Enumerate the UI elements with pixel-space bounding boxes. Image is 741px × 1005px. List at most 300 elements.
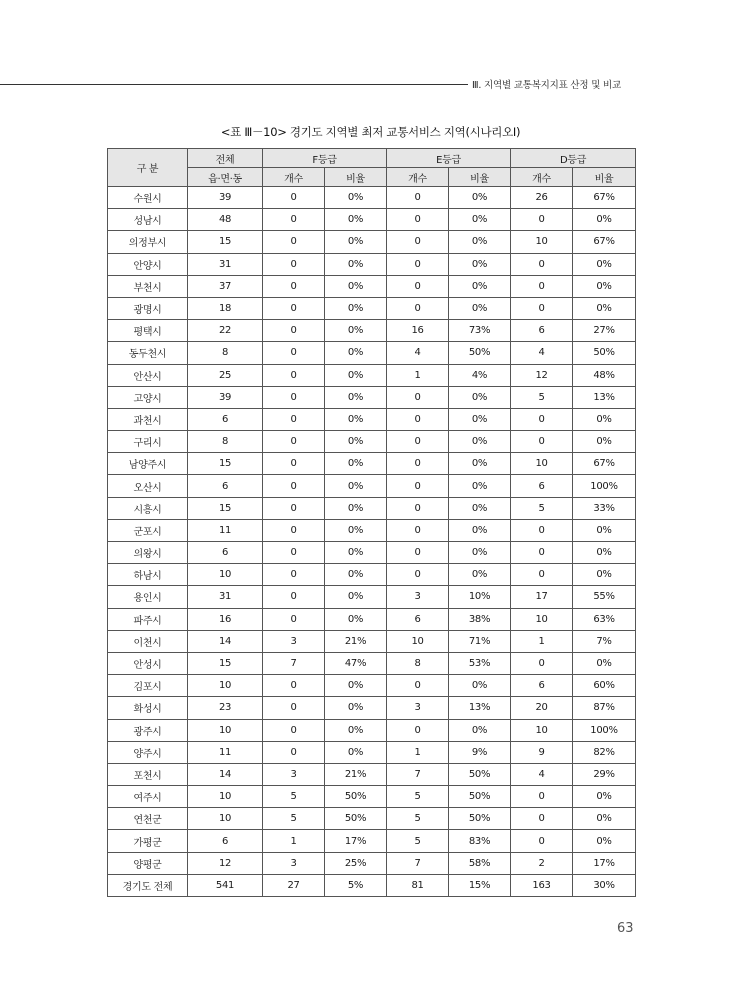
f-count-cell: 0 [263,497,325,519]
e-count-cell: 0 [387,231,449,253]
total-cell: 23 [188,697,263,719]
region-cell: 파주시 [108,608,188,630]
e-ratio-cell: 0% [449,675,511,697]
total-cell: 39 [188,187,263,209]
d-ratio-cell: 48% [573,364,636,386]
d-ratio-cell: 67% [573,231,636,253]
total-cell: 18 [188,297,263,319]
table-row [108,675,636,697]
d-count-cell: 0 [511,786,573,808]
d-ratio-cell: 7% [573,630,636,652]
table-row [108,608,636,630]
f-ratio-cell: 0% [325,275,387,297]
table-row [108,408,636,430]
table-row [108,652,636,674]
f-ratio-cell: 0% [325,386,387,408]
e-ratio-cell: 50% [449,763,511,785]
f-ratio-cell: 50% [325,808,387,830]
f-ratio-cell: 0% [325,408,387,430]
region-cell: 구리시 [108,431,188,453]
region-cell: 안산시 [108,364,188,386]
d-count-cell: 0 [511,253,573,275]
e-ratio-cell: 38% [449,608,511,630]
e-count-cell: 5 [387,830,449,852]
total-cell: 31 [188,253,263,275]
total-cell: 15 [188,453,263,475]
d-ratio-cell: 0% [573,275,636,297]
e-ratio-cell: 53% [449,652,511,674]
e-count-cell: 0 [387,431,449,453]
f-ratio-cell: 0% [325,497,387,519]
region-cell: 고양시 [108,386,188,408]
f-ratio-cell: 5% [325,874,387,896]
e-count-cell: 0 [387,719,449,741]
running-header: Ⅲ. 지역별 교통복지지표 산정 및 비교 [472,80,621,91]
total-cell: 12 [188,852,263,874]
e-ratio-cell: 58% [449,852,511,874]
total-cell: 10 [188,564,263,586]
d-ratio-cell: 0% [573,652,636,674]
e-count-cell: 1 [387,741,449,763]
total-cell: 22 [188,320,263,342]
total-cell: 10 [188,719,263,741]
d-count-cell: 2 [511,852,573,874]
table-row [108,497,636,519]
f-count-cell: 0 [263,719,325,741]
d-ratio-cell: 55% [573,586,636,608]
total-cell: 6 [188,542,263,564]
total-cell: 39 [188,386,263,408]
region-cell: 양주시 [108,741,188,763]
e-ratio-cell: 15% [449,874,511,896]
d-ratio-cell: 50% [573,342,636,364]
table-row [108,475,636,497]
table-row [108,874,636,896]
d-count-cell: 6 [511,320,573,342]
d-count-cell: 20 [511,697,573,719]
e-ratio-cell: 10% [449,586,511,608]
total-cell: 25 [188,364,263,386]
e-ratio-cell: 73% [449,320,511,342]
d-ratio-cell: 27% [573,320,636,342]
f-count-cell: 3 [263,630,325,652]
e-ratio-cell: 50% [449,786,511,808]
d-count-cell: 26 [511,187,573,209]
f-ratio-cell: 0% [325,187,387,209]
e-count-cell: 0 [387,209,449,231]
d-count-cell: 4 [511,763,573,785]
f-ratio-cell: 0% [325,608,387,630]
d-ratio-cell: 0% [573,431,636,453]
d-count-cell: 0 [511,542,573,564]
f-count-cell: 0 [263,431,325,453]
region-cell: 포천시 [108,763,188,785]
f-ratio-cell: 0% [325,253,387,275]
e-count-cell: 5 [387,786,449,808]
e-ratio-cell: 0% [449,386,511,408]
region-cell: 시흥시 [108,497,188,519]
e-ratio-cell: 0% [449,431,511,453]
header-total-line1: 전체 [188,149,263,168]
f-ratio-cell: 21% [325,630,387,652]
table-title: <표 Ⅲ－10> 경기도 지역별 최저 교통서비스 지역(시나리오Ⅰ) [220,125,521,139]
region-cell: 경기도 전체 [108,874,188,896]
table-row [108,741,636,763]
d-count-cell: 4 [511,342,573,364]
f-count-cell: 0 [263,675,325,697]
f-ratio-cell: 0% [325,586,387,608]
table-row [108,830,636,852]
region-cell: 김포시 [108,675,188,697]
e-count-cell: 0 [387,453,449,475]
d-count-cell: 0 [511,830,573,852]
e-count-cell: 0 [387,187,449,209]
table-row [108,386,636,408]
e-ratio-cell: 0% [449,564,511,586]
d-count-cell: 0 [511,408,573,430]
d-count-cell: 5 [511,386,573,408]
d-ratio-cell: 30% [573,874,636,896]
f-count-cell: 5 [263,786,325,808]
table-row [108,808,636,830]
total-cell: 15 [188,652,263,674]
region-cell: 의왕시 [108,542,188,564]
e-count-cell: 8 [387,652,449,674]
region-cell: 이천시 [108,630,188,652]
region-cell: 가평군 [108,830,188,852]
table-row [108,297,636,319]
total-cell: 6 [188,830,263,852]
total-cell: 16 [188,608,263,630]
region-cell: 평택시 [108,320,188,342]
table-row [108,786,636,808]
data-table [107,148,636,897]
table-body [108,187,636,897]
f-count-cell: 0 [263,364,325,386]
f-count-cell: 0 [263,741,325,763]
table-row [108,364,636,386]
e-ratio-cell: 0% [449,475,511,497]
d-count-cell: 163 [511,874,573,896]
e-ratio-cell: 0% [449,231,511,253]
region-cell: 남양주시 [108,453,188,475]
table-row [108,275,636,297]
f-ratio-cell: 21% [325,763,387,785]
table-row [108,852,636,874]
total-cell: 10 [188,675,263,697]
table-row [108,320,636,342]
e-ratio-cell: 0% [449,453,511,475]
e-ratio-cell: 0% [449,209,511,231]
total-cell: 6 [188,475,263,497]
e-count-cell: 7 [387,852,449,874]
total-cell: 15 [188,231,263,253]
e-ratio-cell: 50% [449,342,511,364]
total-cell: 48 [188,209,263,231]
e-count-cell: 0 [387,675,449,697]
region-cell: 안성시 [108,652,188,674]
d-count-cell: 10 [511,608,573,630]
e-count-cell: 0 [387,386,449,408]
d-ratio-cell: 0% [573,297,636,319]
region-cell: 수원시 [108,187,188,209]
e-ratio-cell: 50% [449,808,511,830]
e-count-cell: 0 [387,408,449,430]
f-count-cell: 0 [263,342,325,364]
page-number: 63 [617,921,634,936]
e-ratio-cell: 0% [449,719,511,741]
region-cell: 하남시 [108,564,188,586]
f-ratio-cell: 0% [325,475,387,497]
table-row [108,519,636,541]
e-ratio-cell: 71% [449,630,511,652]
total-cell: 37 [188,275,263,297]
total-cell: 31 [188,586,263,608]
d-ratio-cell: 0% [573,542,636,564]
region-cell: 연천군 [108,808,188,830]
f-count-cell: 5 [263,808,325,830]
f-ratio-cell: 0% [325,297,387,319]
f-ratio-cell: 0% [325,364,387,386]
f-count-cell: 0 [263,320,325,342]
header-f-count: 개수 [263,168,325,187]
total-cell: 14 [188,630,263,652]
f-ratio-cell: 0% [325,542,387,564]
e-ratio-cell: 83% [449,830,511,852]
table-row [108,342,636,364]
total-cell: 11 [188,519,263,541]
e-count-cell: 0 [387,475,449,497]
d-count-cell: 6 [511,675,573,697]
total-cell: 10 [188,786,263,808]
table-row [108,630,636,652]
total-cell: 10 [188,808,263,830]
e-count-cell: 4 [387,342,449,364]
f-ratio-cell: 0% [325,697,387,719]
table-row [108,719,636,741]
e-ratio-cell: 0% [449,497,511,519]
f-ratio-cell: 17% [325,830,387,852]
region-cell: 용인시 [108,586,188,608]
f-ratio-cell: 0% [325,231,387,253]
d-ratio-cell: 60% [573,675,636,697]
f-ratio-cell: 0% [325,719,387,741]
f-count-cell: 3 [263,852,325,874]
d-ratio-cell: 0% [573,564,636,586]
header-f-ratio: 비율 [325,168,387,187]
f-ratio-cell: 0% [325,564,387,586]
region-cell: 과천시 [108,408,188,430]
d-count-cell: 17 [511,586,573,608]
header-e-count: 개수 [387,168,449,187]
table-row [108,187,636,209]
e-count-cell: 81 [387,874,449,896]
f-count-cell: 1 [263,830,325,852]
d-count-cell: 0 [511,275,573,297]
f-ratio-cell: 0% [325,342,387,364]
d-count-cell: 1 [511,630,573,652]
e-ratio-cell: 9% [449,741,511,763]
d-count-cell: 0 [511,808,573,830]
d-count-cell: 10 [511,231,573,253]
region-cell: 광명시 [108,297,188,319]
d-ratio-cell: 100% [573,719,636,741]
d-ratio-cell: 0% [573,786,636,808]
e-ratio-cell: 0% [449,253,511,275]
d-count-cell: 10 [511,719,573,741]
header-f-grade: F등급 [263,149,387,168]
d-ratio-cell: 0% [573,408,636,430]
e-ratio-cell: 0% [449,408,511,430]
e-ratio-cell: 13% [449,697,511,719]
header-rule [0,84,468,85]
e-ratio-cell: 4% [449,364,511,386]
e-count-cell: 0 [387,253,449,275]
total-cell: 15 [188,497,263,519]
table-row [108,253,636,275]
f-count-cell: 0 [263,608,325,630]
table-row [108,431,636,453]
f-count-cell: 0 [263,542,325,564]
e-count-cell: 3 [387,697,449,719]
f-count-cell: 0 [263,297,325,319]
f-count-cell: 0 [263,275,325,297]
d-ratio-cell: 33% [573,497,636,519]
d-count-cell: 0 [511,431,573,453]
region-cell: 부천시 [108,275,188,297]
d-count-cell: 10 [511,453,573,475]
header-total-line2: 읍·면·동 [188,168,263,187]
e-count-cell: 3 [387,586,449,608]
d-ratio-cell: 100% [573,475,636,497]
f-count-cell: 7 [263,652,325,674]
f-count-cell: 3 [263,763,325,785]
f-ratio-cell: 0% [325,320,387,342]
header-e-ratio: 비율 [449,168,511,187]
d-count-cell: 12 [511,364,573,386]
f-ratio-cell: 50% [325,786,387,808]
f-count-cell: 0 [263,187,325,209]
header-d-ratio: 비율 [573,168,636,187]
d-count-cell: 0 [511,564,573,586]
f-count-cell: 0 [263,386,325,408]
d-ratio-cell: 0% [573,519,636,541]
e-count-cell: 0 [387,275,449,297]
region-cell: 의정부시 [108,231,188,253]
d-count-cell: 5 [511,497,573,519]
e-count-cell: 0 [387,542,449,564]
region-cell: 여주시 [108,786,188,808]
d-count-cell: 6 [511,475,573,497]
d-count-cell: 0 [511,297,573,319]
table-row [108,542,636,564]
d-ratio-cell: 67% [573,453,636,475]
f-count-cell: 0 [263,519,325,541]
d-ratio-cell: 0% [573,830,636,852]
header-e-grade: E등급 [387,149,511,168]
f-count-cell: 0 [263,453,325,475]
d-ratio-cell: 87% [573,697,636,719]
f-ratio-cell: 0% [325,519,387,541]
f-ratio-cell: 0% [325,741,387,763]
e-ratio-cell: 0% [449,297,511,319]
e-count-cell: 7 [387,763,449,785]
region-cell: 동두천시 [108,342,188,364]
e-count-cell: 6 [387,608,449,630]
d-ratio-cell: 82% [573,741,636,763]
region-cell: 군포시 [108,519,188,541]
table-row [108,763,636,785]
region-cell: 안양시 [108,253,188,275]
total-cell: 8 [188,431,263,453]
region-cell: 오산시 [108,475,188,497]
e-count-cell: 10 [387,630,449,652]
d-count-cell: 9 [511,741,573,763]
total-cell: 11 [188,741,263,763]
e-count-cell: 0 [387,497,449,519]
d-ratio-cell: 13% [573,386,636,408]
f-count-cell: 0 [263,209,325,231]
region-cell: 성남시 [108,209,188,231]
d-ratio-cell: 29% [573,763,636,785]
region-cell: 화성시 [108,697,188,719]
e-count-cell: 5 [387,808,449,830]
f-ratio-cell: 25% [325,852,387,874]
region-cell: 양평군 [108,852,188,874]
d-ratio-cell: 0% [573,209,636,231]
d-ratio-cell: 0% [573,253,636,275]
table-row [108,564,636,586]
header-d-grade: D등급 [511,149,636,168]
d-ratio-cell: 17% [573,852,636,874]
d-ratio-cell: 63% [573,608,636,630]
e-count-cell: 1 [387,364,449,386]
f-count-cell: 0 [263,697,325,719]
e-count-cell: 0 [387,564,449,586]
e-count-cell: 0 [387,519,449,541]
total-cell: 541 [188,874,263,896]
f-count-cell: 0 [263,586,325,608]
f-ratio-cell: 0% [325,209,387,231]
d-ratio-cell: 67% [573,187,636,209]
total-cell: 6 [188,408,263,430]
e-ratio-cell: 0% [449,187,511,209]
f-ratio-cell: 0% [325,675,387,697]
f-count-cell: 27 [263,874,325,896]
header-gubun: 구 분 [108,149,188,187]
f-ratio-cell: 0% [325,431,387,453]
table-row [108,453,636,475]
e-count-cell: 0 [387,297,449,319]
f-ratio-cell: 0% [325,453,387,475]
f-count-cell: 0 [263,253,325,275]
f-ratio-cell: 47% [325,652,387,674]
total-cell: 14 [188,763,263,785]
f-count-cell: 0 [263,408,325,430]
e-ratio-cell: 0% [449,519,511,541]
e-count-cell: 16 [387,320,449,342]
e-ratio-cell: 0% [449,275,511,297]
f-count-cell: 0 [263,231,325,253]
f-count-cell: 0 [263,564,325,586]
table-row [108,209,636,231]
d-count-cell: 0 [511,652,573,674]
table-row [108,231,636,253]
d-count-cell: 0 [511,209,573,231]
table-row [108,697,636,719]
d-count-cell: 0 [511,519,573,541]
table-row [108,586,636,608]
